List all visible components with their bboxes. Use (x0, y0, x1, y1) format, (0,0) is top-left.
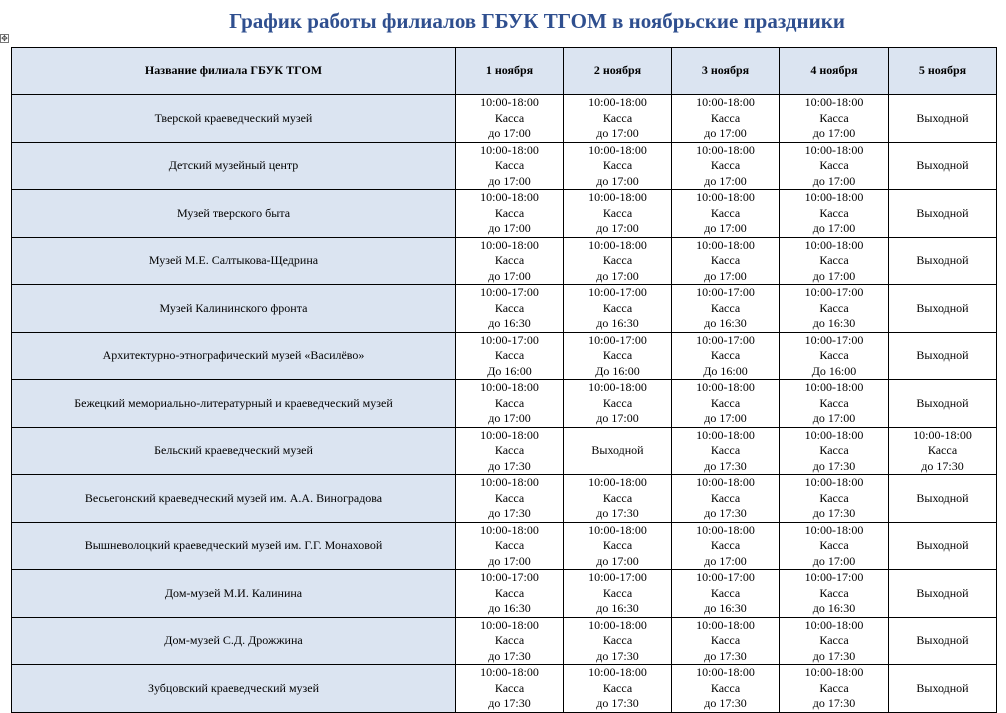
schedule-cell-line: 10:00-17:00 (480, 332, 539, 347)
schedule-cell-day-1 (456, 332, 564, 380)
branch-name-cell: Дом-музей С.Д. Дрожжина (12, 617, 456, 665)
schedule-cell-line: до 17:00 (488, 173, 531, 188)
schedule-cell-line: до 17:30 (704, 506, 747, 520)
schedule-cell-line: Касса (602, 300, 633, 315)
table-row (12, 380, 997, 428)
schedule-cell-line: 10:00-18:00 (804, 95, 864, 109)
table-row (12, 665, 997, 713)
schedule-cell-line: Касса (494, 300, 525, 315)
schedule-cell-line: 10:00-18:00 (804, 522, 864, 537)
schedule-cell-line: 10:00-18:00 (804, 142, 864, 157)
schedule-cell-day-2 (564, 142, 672, 190)
schedule-cell-line: до 17:00 (812, 221, 856, 235)
schedule-cell-line: Касса (494, 348, 525, 362)
schedule-cell-line: 10:00-18:00 (696, 95, 755, 109)
schedule-cell-day-3 (672, 380, 780, 428)
table-row (12, 332, 997, 380)
schedule-cell-line: Касса (494, 395, 525, 410)
schedule-cell-line: до 16:30 (596, 601, 639, 615)
schedule-cell-line: 10:00-18:00 (804, 190, 864, 204)
schedule-cell-line: Касса (494, 585, 525, 600)
schedule-cell-line: Выходной (916, 253, 969, 267)
schedule-cell-line: Касса (819, 253, 849, 267)
schedule-cell-day-1 (456, 95, 564, 143)
schedule-cell-line: Выходной (916, 300, 969, 315)
schedule-cell-line: Касса (494, 158, 525, 172)
schedule-cell-line: До 16:00 (595, 363, 640, 378)
schedule-cell-day-4 (780, 285, 889, 333)
schedule-cell-day-1 (456, 522, 564, 570)
schedule-cell-line: до 17:00 (812, 126, 856, 140)
schedule-cell-line: до 17:30 (812, 506, 856, 520)
table-row (12, 237, 997, 285)
schedule-cell-line: 10:00-18:00 (588, 190, 647, 204)
schedule-cell-line: Касса (602, 680, 633, 695)
schedule-cell-line: Касса (710, 158, 741, 172)
schedule-cell-line: до 17:30 (488, 458, 531, 473)
branch-name-cell: Зубцовский краеведческий музей (12, 665, 456, 713)
schedule-cell-day-3 (672, 332, 780, 380)
header-day-3: 3 ноября (672, 48, 780, 95)
schedule-cell-line: до 17:30 (596, 648, 639, 663)
schedule-cell-line: до 17:00 (488, 553, 531, 568)
schedule-cell-line: до 17:00 (596, 221, 639, 235)
schedule-cell-line: Выходной (916, 490, 969, 505)
schedule-cell-line: 10:00-18:00 (588, 95, 647, 109)
schedule-cell-line: Касса (710, 538, 741, 552)
schedule-cell-day-1 (456, 142, 564, 190)
schedule-cell-line: Касса (494, 538, 525, 552)
schedule-cell-line: Касса (602, 395, 633, 410)
schedule-cell-line: Касса (602, 158, 633, 172)
schedule-cell-line: Касса (710, 348, 741, 362)
schedule-cell-day-2 (564, 190, 672, 238)
schedule-cell-day-5 (889, 142, 997, 190)
schedule-cell-line: 10:00-18:00 (588, 522, 647, 537)
schedule-cell-line: 10:00-18:00 (480, 475, 539, 489)
schedule-cell-line: Выходной (916, 395, 969, 410)
table-row (12, 427, 997, 475)
schedule-cell-day-4 (780, 475, 889, 523)
schedule-cell-line: Касса (819, 585, 849, 600)
schedule-cell-day-4 (780, 237, 889, 285)
schedule-cell-line: Касса (602, 633, 633, 647)
schedule-cell-line: Касса (710, 680, 741, 695)
schedule-cell-line: 10:00-18:00 (696, 142, 755, 157)
schedule-cell-day-3 (672, 237, 780, 285)
header-day-2: 2 ноября (564, 48, 672, 95)
schedule-cell-line: 10:00-18:00 (588, 142, 647, 157)
schedule-cell-line: до 16:30 (596, 316, 639, 330)
schedule-cell-day-2 (564, 380, 672, 428)
schedule-cell-line: Касса (494, 253, 525, 267)
schedule-cell-line: Касса (602, 205, 633, 220)
schedule-cell-day-3 (672, 142, 780, 190)
schedule-cell-line: Касса (494, 443, 525, 457)
schedule-cell-day-1 (456, 190, 564, 238)
branch-name-cell: Бежецкий мемориально-литературный и краеведческий музей (12, 380, 456, 428)
schedule-cell-line: 10:00-18:00 (480, 95, 539, 109)
schedule-cell-day-5 (889, 665, 997, 713)
schedule-cell-line: Выходной (916, 158, 969, 172)
schedule-cell-line: 10:00-18:00 (913, 427, 972, 442)
schedule-cell-day-1 (456, 237, 564, 285)
schedule-cell-line: до 17:30 (704, 648, 747, 663)
schedule-cell-line: Выходной (916, 205, 969, 220)
schedule-cell-day-1 (456, 380, 564, 428)
schedule-cell-line: Выходной (916, 633, 969, 647)
header-branch-name: Название филиала ГБУК ТГОМ (12, 48, 456, 95)
schedule-cell-line: до 17:00 (704, 553, 747, 568)
schedule-cell-day-5 (889, 570, 997, 618)
schedule-cell-line: Касса (602, 253, 633, 267)
schedule-cell-line: до 17:00 (812, 553, 856, 568)
schedule-cell-line: 10:00-18:00 (588, 665, 647, 679)
schedule-cell-day-4 (780, 570, 889, 618)
schedule-cell-line: 10:00-18:00 (480, 427, 539, 442)
schedule-cell-line: 10:00-17:00 (480, 285, 539, 299)
schedule-cell-line: 10:00-17:00 (696, 570, 755, 584)
schedule-cell-line: до 17:30 (596, 506, 639, 520)
schedule-cell-line: Касса (602, 348, 633, 362)
schedule-cell-line: До 16:00 (487, 363, 532, 378)
schedule-cell-line: 10:00-17:00 (696, 285, 755, 299)
schedule-cell-line: 10:00-18:00 (588, 475, 647, 489)
schedule-cell-line: Касса (710, 490, 741, 505)
schedule-cell-line: Выходной (916, 348, 969, 362)
schedule-cell-day-1 (456, 427, 564, 475)
schedule-cell-day-2 (564, 237, 672, 285)
schedule-cell-line: 10:00-18:00 (480, 142, 539, 157)
schedule-cell-day-3 (672, 665, 780, 713)
schedule-cell-line: Касса (710, 110, 741, 125)
schedule-cell-line: до 17:00 (596, 173, 639, 188)
schedule-cell-line: до 16:30 (488, 601, 531, 615)
schedule-cell-line: 10:00-18:00 (696, 237, 755, 252)
header-day-5: 5 ноября (889, 48, 997, 95)
table-header-row (12, 48, 997, 95)
schedule-cell-line: Касса (602, 490, 633, 505)
schedule-cell-day-4 (780, 332, 889, 380)
schedule-cell-line: Касса (819, 443, 849, 457)
schedule-cell-line: Касса (819, 300, 849, 315)
schedule-cell-line: Касса (819, 348, 849, 362)
schedule-cell-day-3 (672, 475, 780, 523)
schedule-cell-line: до 17:30 (488, 506, 531, 520)
schedule-cell-line: 10:00-18:00 (480, 190, 539, 204)
schedule-cell-line: Касса (710, 395, 741, 410)
schedule-cell-day-1 (456, 475, 564, 523)
schedule-cell-day-5 (889, 522, 997, 570)
branch-name-cell: Вышневолоцкий краеведческий музей им. Г.Г. Монаховой (12, 522, 456, 570)
branch-name-cell: Музей тверского быта (12, 190, 456, 238)
schedule-cell-line: Касса (494, 490, 525, 505)
schedule-cell-line: Касса (819, 680, 849, 695)
schedule-cell-day-5 (889, 380, 997, 428)
schedule-cell-day-3 (672, 190, 780, 238)
schedule-cell-line: до 16:30 (704, 601, 747, 615)
table-row (12, 522, 997, 570)
branch-name-cell: Музей Калининского фронта (12, 285, 456, 333)
schedule-cell-line: 10:00-18:00 (696, 427, 755, 442)
schedule-cell-line: до 17:00 (704, 411, 747, 425)
schedule-cell-line: 10:00-17:00 (804, 285, 864, 299)
schedule-cell-line: до 17:00 (704, 221, 747, 235)
schedule-cell-day-2 (564, 570, 672, 618)
schedule-cell-line: 10:00-18:00 (804, 237, 864, 252)
schedule-cell-line: до 17:00 (704, 173, 747, 188)
schedule-cell-line: 10:00-18:00 (696, 617, 755, 632)
schedule-cell-day-2 (564, 427, 672, 475)
schedule-cell-day-2 (564, 617, 672, 665)
schedule-cell-line: 10:00-18:00 (696, 190, 755, 204)
schedule-cell-line: 10:00-17:00 (696, 332, 755, 347)
branch-name-cell: Бельский краеведческий музей (12, 427, 456, 475)
schedule-cell-line: 10:00-17:00 (480, 570, 539, 584)
schedule-cell-line: до 17:30 (812, 696, 856, 710)
schedule-cell-line: до 17:00 (812, 411, 856, 425)
schedule-cell-line: До 16:00 (811, 363, 857, 378)
branch-name-cell: Архитектурно-этнографический музей «Василёво» (12, 332, 456, 380)
header-day-4: 4 ноября (780, 48, 889, 95)
schedule-cell-line: Касса (819, 490, 849, 505)
schedule-cell-line: Касса (494, 110, 525, 125)
schedule-cell-line: 10:00-18:00 (804, 475, 864, 489)
schedule-cell-line: Касса (494, 680, 525, 695)
table-body (12, 95, 997, 713)
schedule-cell-day-1 (456, 570, 564, 618)
schedule-cell-line: Касса (494, 205, 525, 220)
schedule-cell-line: Касса (602, 538, 633, 552)
schedule-cell-line: Касса (819, 538, 849, 552)
schedule-cell-line: До 16:00 (703, 363, 748, 378)
schedule-cell-line: Выходной (916, 110, 969, 125)
schedule-cell-line: Касса (819, 395, 849, 410)
schedule-cell-line: 10:00-18:00 (480, 665, 539, 679)
schedule-cell-day-4 (780, 522, 889, 570)
schedule-cell-line: до 17:00 (488, 268, 531, 283)
schedule-cell-line: Касса (494, 633, 525, 647)
schedule-cell-day-4 (780, 617, 889, 665)
schedule-cell-line: 10:00-18:00 (480, 380, 539, 394)
schedule-cell-line: 10:00-17:00 (588, 285, 647, 299)
schedule-cell-day-3 (672, 427, 780, 475)
schedule-cell-line: Касса (927, 443, 958, 457)
schedule-cell-line: 10:00-18:00 (804, 665, 864, 679)
schedule-cell-day-5 (889, 617, 997, 665)
schedule-cell-line: 10:00-17:00 (804, 570, 864, 584)
schedule-cell-line: до 17:00 (704, 268, 747, 283)
table-row (12, 475, 997, 523)
schedule-cell-line: Выходной (591, 443, 644, 457)
schedule-cell-day-3 (672, 522, 780, 570)
schedule-cell-line: Касса (710, 300, 741, 315)
schedule-cell-day-2 (564, 665, 672, 713)
schedule-cell-day-1 (456, 665, 564, 713)
branch-name-cell: Весьегонский краеведческий музей им. А.А. Виноградова (12, 475, 456, 523)
schedule-cell-line: до 16:30 (812, 316, 856, 330)
schedule-cell-day-2 (564, 522, 672, 570)
schedule-cell-line: 10:00-17:00 (804, 332, 864, 347)
schedule-cell-line: 10:00-18:00 (696, 380, 755, 394)
schedule-cell-line: до 17:30 (921, 458, 964, 473)
schedule-cell-line: до 16:30 (704, 316, 747, 330)
table-row (12, 617, 997, 665)
schedule-cell-line: 10:00-17:00 (588, 332, 647, 347)
schedule-cell-line: до 17:30 (488, 648, 531, 663)
schedule-cell-day-4 (780, 380, 889, 428)
schedule-cell-line: до 17:00 (488, 126, 531, 140)
table-row (12, 190, 997, 238)
table-row (12, 95, 997, 143)
schedule-cell-line: 10:00-18:00 (696, 522, 755, 537)
schedule-cell-day-5 (889, 332, 997, 380)
schedule-cell-line: до 17:00 (488, 411, 531, 425)
schedule-cell-day-3 (672, 285, 780, 333)
schedule-cell-line: 10:00-18:00 (480, 617, 539, 632)
header-day-1: 1 ноября (456, 48, 564, 95)
schedule-cell-line: до 17:00 (596, 411, 639, 425)
schedule-cell-line: 10:00-18:00 (804, 427, 864, 442)
schedule-cell-line: Касса (710, 585, 741, 600)
schedule-cell-line: Касса (819, 633, 849, 647)
schedule-cell-day-2 (564, 285, 672, 333)
schedule-cell-line: до 17:00 (596, 126, 639, 140)
schedule-cell-day-5 (889, 427, 997, 475)
schedule-cell-line: Выходной (916, 538, 969, 552)
schedule-table (11, 47, 997, 713)
schedule-cell-line: 10:00-18:00 (804, 380, 864, 394)
schedule-cell-day-2 (564, 95, 672, 143)
schedule-cell-line: 10:00-18:00 (588, 617, 647, 632)
schedule-cell-line: 10:00-17:00 (588, 570, 647, 584)
schedule-cell-line: 10:00-18:00 (480, 237, 539, 252)
branch-name-cell: Детский музейный центр (12, 142, 456, 190)
schedule-cell-day-1 (456, 285, 564, 333)
schedule-cell-line: Касса (710, 443, 741, 457)
schedule-cell-line: до 17:30 (596, 696, 639, 710)
table-move-handle-icon[interactable]: ✥ (1, 34, 8, 43)
schedule-cell-line: до 17:00 (812, 173, 856, 188)
schedule-cell-day-5 (889, 237, 997, 285)
schedule-cell-day-5 (889, 190, 997, 238)
schedule-cell-line: Касса (819, 110, 849, 125)
schedule-cell-day-3 (672, 617, 780, 665)
schedule-cell-line: до 17:30 (704, 696, 747, 710)
schedule-cell-line: до 16:30 (488, 316, 531, 330)
schedule-cell-day-4 (780, 427, 889, 475)
schedule-cell-line: 10:00-18:00 (804, 617, 864, 632)
schedule-cell-line: до 16:30 (812, 601, 856, 615)
schedule-cell-line: до 17:00 (704, 126, 747, 140)
schedule-cell-day-4 (780, 665, 889, 713)
schedule-cell-line: 10:00-18:00 (696, 475, 755, 489)
schedule-cell-day-2 (564, 475, 672, 523)
branch-name-cell: Тверской краеведческий музей (12, 95, 456, 143)
schedule-cell-line: Касса (710, 633, 741, 647)
schedule-cell-day-5 (889, 475, 997, 523)
schedule-cell-line: до 17:30 (812, 648, 856, 663)
schedule-cell-line: Касса (602, 110, 633, 125)
schedule-cell-day-4 (780, 190, 889, 238)
schedule-cell-line: 10:00-18:00 (696, 665, 755, 679)
schedule-cell-line: Выходной (916, 585, 969, 600)
schedule-cell-line: до 17:30 (704, 458, 747, 473)
schedule-cell-line: Касса (602, 585, 633, 600)
schedule-cell-day-2 (564, 332, 672, 380)
schedule-cell-line: Касса (710, 253, 741, 267)
schedule-cell-day-3 (672, 95, 780, 143)
schedule-cell-line: 10:00-18:00 (588, 237, 647, 252)
schedule-cell-line: Касса (710, 205, 741, 220)
schedule-cell-day-4 (780, 142, 889, 190)
schedule-cell-line: Касса (819, 205, 849, 220)
table-row (12, 570, 997, 618)
table-row (12, 285, 997, 333)
table-row (12, 142, 997, 190)
schedule-cell-line: до 17:00 (596, 553, 639, 568)
document-title: График работы филиалов ГБУК ТГОМ в ноябрьские праздники (229, 9, 845, 33)
schedule-cell-line: 10:00-18:00 (480, 522, 539, 537)
schedule-cell-line: до 17:30 (488, 696, 531, 710)
branch-name-cell: Музей М.Е. Салтыкова-Щедрина (12, 237, 456, 285)
schedule-cell-line: до 17:00 (488, 221, 531, 235)
schedule-cell-day-4 (780, 95, 889, 143)
schedule-cell-day-1 (456, 617, 564, 665)
schedule-cell-line: до 17:30 (812, 458, 856, 473)
schedule-cell-line: Касса (819, 158, 849, 172)
schedule-cell-line: до 17:00 (596, 268, 639, 283)
schedule-cell-day-5 (889, 285, 997, 333)
schedule-cell-line: 10:00-18:00 (588, 380, 647, 394)
schedule-cell-line: до 17:00 (812, 268, 856, 283)
schedule-cell-day-5 (889, 95, 997, 143)
schedule-cell-day-3 (672, 570, 780, 618)
branch-name-cell: Дом-музей М.И. Калинина (12, 570, 456, 618)
schedule-cell-line: Выходной (916, 680, 969, 695)
